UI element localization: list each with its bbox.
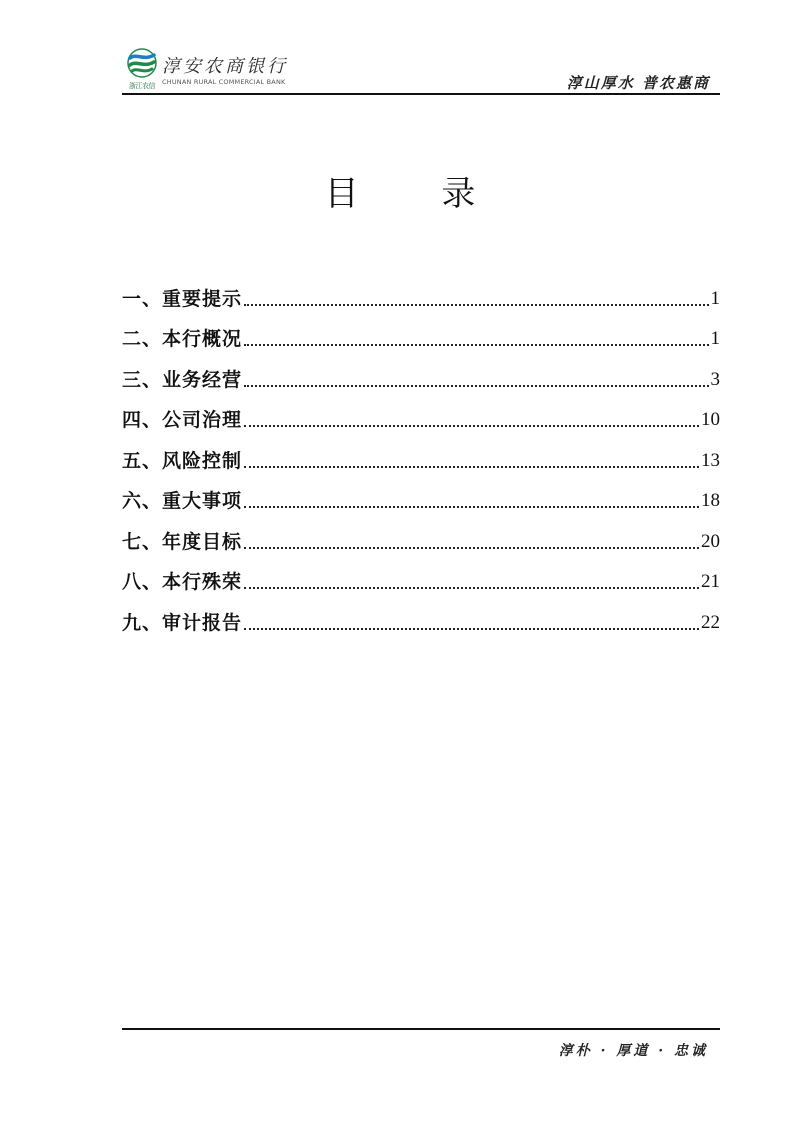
toc-dot-leader bbox=[244, 587, 699, 589]
toc-entry-page-number: 22 bbox=[701, 611, 720, 633]
toc-dot-leader bbox=[244, 425, 699, 427]
toc-entry-label: 七、年度目标 bbox=[122, 530, 243, 553]
toc-entry-page-number: 1 bbox=[710, 287, 720, 309]
bank-name: 淳安农商银行 bbox=[162, 56, 288, 77]
toc-entry-label: 六、重大事项 bbox=[122, 490, 243, 512]
toc-dot-leader bbox=[244, 466, 699, 468]
toc-entry[interactable] bbox=[122, 272, 720, 313]
bank-name-english: CHUNAN RURAL COMMERCIAL BANK bbox=[162, 78, 286, 86]
header-divider bbox=[122, 93, 720, 95]
toc-entry[interactable] bbox=[122, 353, 720, 394]
toc-entry[interactable] bbox=[122, 313, 720, 354]
toc-dot-leader bbox=[244, 304, 708, 306]
header-slogan: 淳山厚水 普农惠商 bbox=[566, 74, 710, 92]
toc-entry-page-number: 18 bbox=[701, 490, 720, 511]
toc-dot-leader bbox=[244, 385, 708, 387]
toc-entry-page-number: 20 bbox=[701, 530, 720, 552]
toc-entry-label: 八、本行殊荣 bbox=[122, 571, 243, 593]
toc-dot-leader bbox=[244, 506, 699, 508]
toc-entry[interactable] bbox=[122, 394, 720, 435]
page-header bbox=[122, 45, 720, 97]
bank-logo bbox=[122, 47, 162, 91]
footer-slogan: 淳朴 · 厚道 · 忠诚 bbox=[558, 1043, 708, 1059]
toc-entry-page-number: 1 bbox=[710, 328, 720, 349]
toc-entry-page-number: 10 bbox=[701, 409, 720, 430]
toc-entry-page-number: 13 bbox=[701, 449, 720, 471]
toc-entry-page-number: 21 bbox=[701, 571, 720, 592]
toc-entry-page-number: 3 bbox=[710, 368, 720, 390]
toc-entry-label: 二、本行概况 bbox=[122, 328, 243, 350]
toc-dot-leader bbox=[244, 628, 699, 630]
footer-divider bbox=[122, 1028, 720, 1030]
table-of-contents bbox=[122, 272, 720, 637]
logo-emblem-icon bbox=[122, 47, 162, 81]
toc-dot-leader bbox=[244, 344, 708, 346]
toc-entry-label: 四、公司治理 bbox=[122, 409, 243, 431]
toc-entry-label: 九、审计报告 bbox=[122, 611, 243, 634]
toc-entry[interactable] bbox=[122, 596, 720, 637]
toc-dot-leader bbox=[244, 547, 699, 549]
logo-subtext: 浙江农信 bbox=[129, 82, 155, 90]
toc-entry[interactable] bbox=[122, 556, 720, 597]
toc-entry-label: 三、业务经营 bbox=[122, 368, 243, 391]
toc-entry[interactable] bbox=[122, 434, 720, 475]
toc-entry[interactable] bbox=[122, 475, 720, 516]
toc-title: 目 录 bbox=[324, 174, 512, 214]
toc-entry-label: 一、重要提示 bbox=[122, 287, 243, 310]
toc-entry-label: 五、风险控制 bbox=[122, 449, 243, 472]
toc-entry[interactable] bbox=[122, 515, 720, 556]
